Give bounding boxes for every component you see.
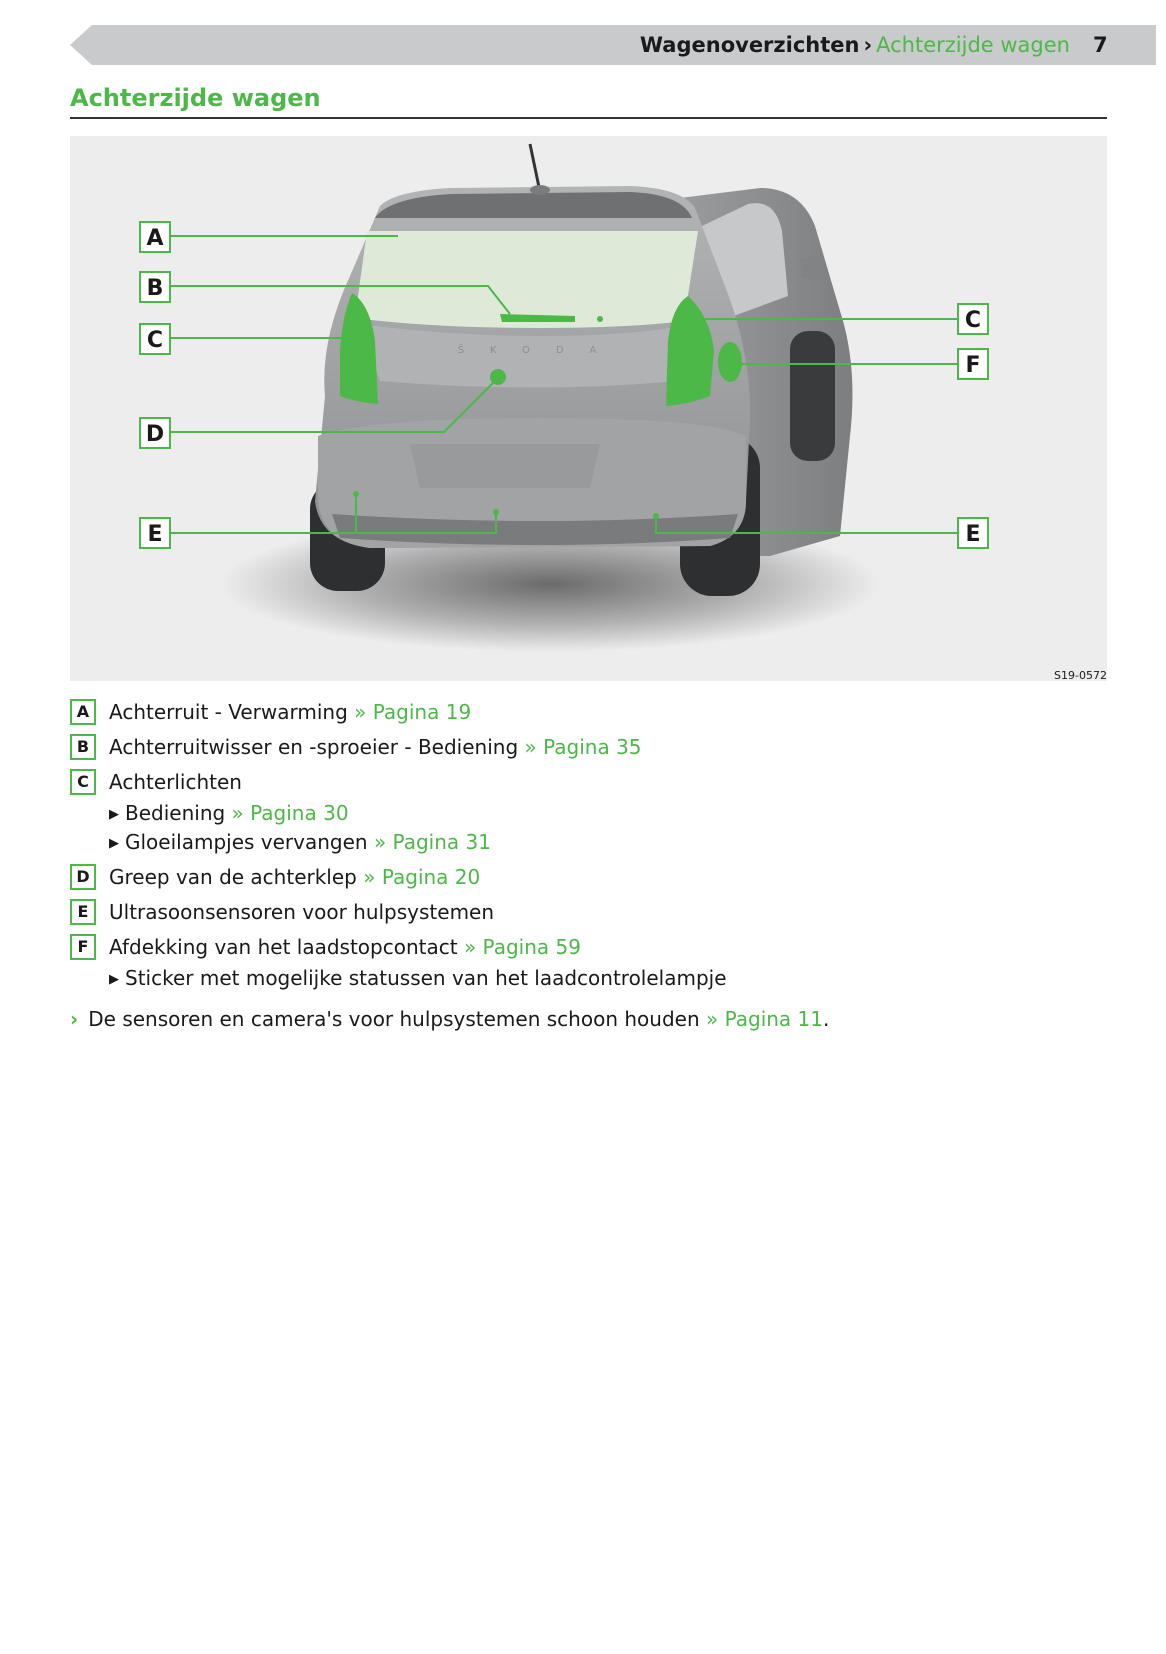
callout-c-right: C [964,308,982,333]
rear-window [355,231,698,328]
legend-link-d[interactable]: » Pagina 20 [363,865,481,889]
legend-item-b [70,733,1110,768]
legend-text-b [109,733,642,761]
page-title: Achterzijde wagen [70,84,321,112]
license-plate-recess [410,444,600,488]
legend-item-d [70,863,1110,898]
callout-d: D [145,422,165,447]
note-text: De sensoren en camera's voor hulpsystemen schoon houden [88,1007,700,1031]
wiper-pivot [597,316,603,322]
legend-badge-f: F [70,934,96,960]
legend-sublabel-f1: Sticker met mogelijke statussen van het laadcontrolelampje [125,966,727,990]
callout-a: A [146,226,164,251]
bullet-triangle-icon: ▶ [109,972,119,987]
legend-sublabel-c1: Bediening [125,801,226,825]
callout-f: F [965,353,981,378]
charging-flap [718,342,742,382]
legend-label-d: Greep van de achterklep [109,865,357,889]
page-number: 7 [1093,33,1108,57]
legend-badge-a: A [70,699,96,725]
legend-badge-b: B [70,734,96,760]
legend-text-a [109,698,471,726]
callout-e-left: E [147,522,163,547]
legend-text-c: Achterlichten [109,770,242,794]
antenna [530,144,540,192]
cross-reference-note [70,1005,829,1033]
legend-subitem-c1 [70,799,1110,828]
legend-link-f[interactable]: » Pagina 59 [463,935,581,959]
legend-badge-d: D [70,864,96,890]
legend-item-e [70,898,1110,933]
figure-code: S19-0572 [1054,669,1107,682]
legend-sublink-c2[interactable]: » Pagina 31 [373,830,491,854]
legend-text-e: Ultrasoonsensoren voor hulpsystemen [109,900,495,924]
chevron-right-icon: › [70,1007,79,1031]
title-divider [70,117,1107,119]
legend-badge-e: E [70,899,96,925]
legend-item-f [70,933,1110,964]
note-end: . [823,1007,830,1031]
legend-badge-c: C [70,769,96,795]
breadcrumb-section[interactable]: Achterzijde wagen [876,33,1070,57]
antenna-base [530,185,550,195]
legend-item-c [70,768,1110,799]
legend-subitem-f1 [70,964,1110,993]
bullet-triangle-icon: ▶ [109,807,119,822]
legend-sublabel-c2: Gloeilampjes vervangen [125,830,368,854]
breadcrumb [640,31,1070,59]
legend-item-a [70,698,1110,733]
legend-subitem-c2 [70,828,1110,863]
car-rear-illustration [70,136,1107,681]
front-wheel-right [790,331,835,461]
car-rear-drawing [70,136,1107,681]
legend-label-b: Achterruitwisser en -sproeier - Bediening [109,735,519,759]
brand-lettering: ŠKODA [457,345,623,356]
legend-link-a[interactable]: » Pagina 19 [354,700,472,724]
breadcrumb-separator: › [863,33,873,57]
callout-c-left: C [146,328,164,353]
legend-label-a: Achterruit - Verwarming [109,700,348,724]
bullet-triangle-icon: ▶ [109,836,119,851]
callout-b: B [146,276,164,301]
legend-text-d [109,863,480,891]
legend-list [70,698,1110,993]
note-link[interactable]: » Pagina 11 [705,1007,823,1031]
legend-label-f: Afdekking van het laadstopcontact [109,935,458,959]
legend-text-f [109,933,581,961]
legend-link-b[interactable]: » Pagina 35 [524,735,642,759]
legend-sublink-c1[interactable]: » Pagina 30 [231,801,349,825]
breadcrumb-chapter[interactable]: Wagenoverzichten [639,33,860,57]
callout-e-right: E [965,522,981,547]
